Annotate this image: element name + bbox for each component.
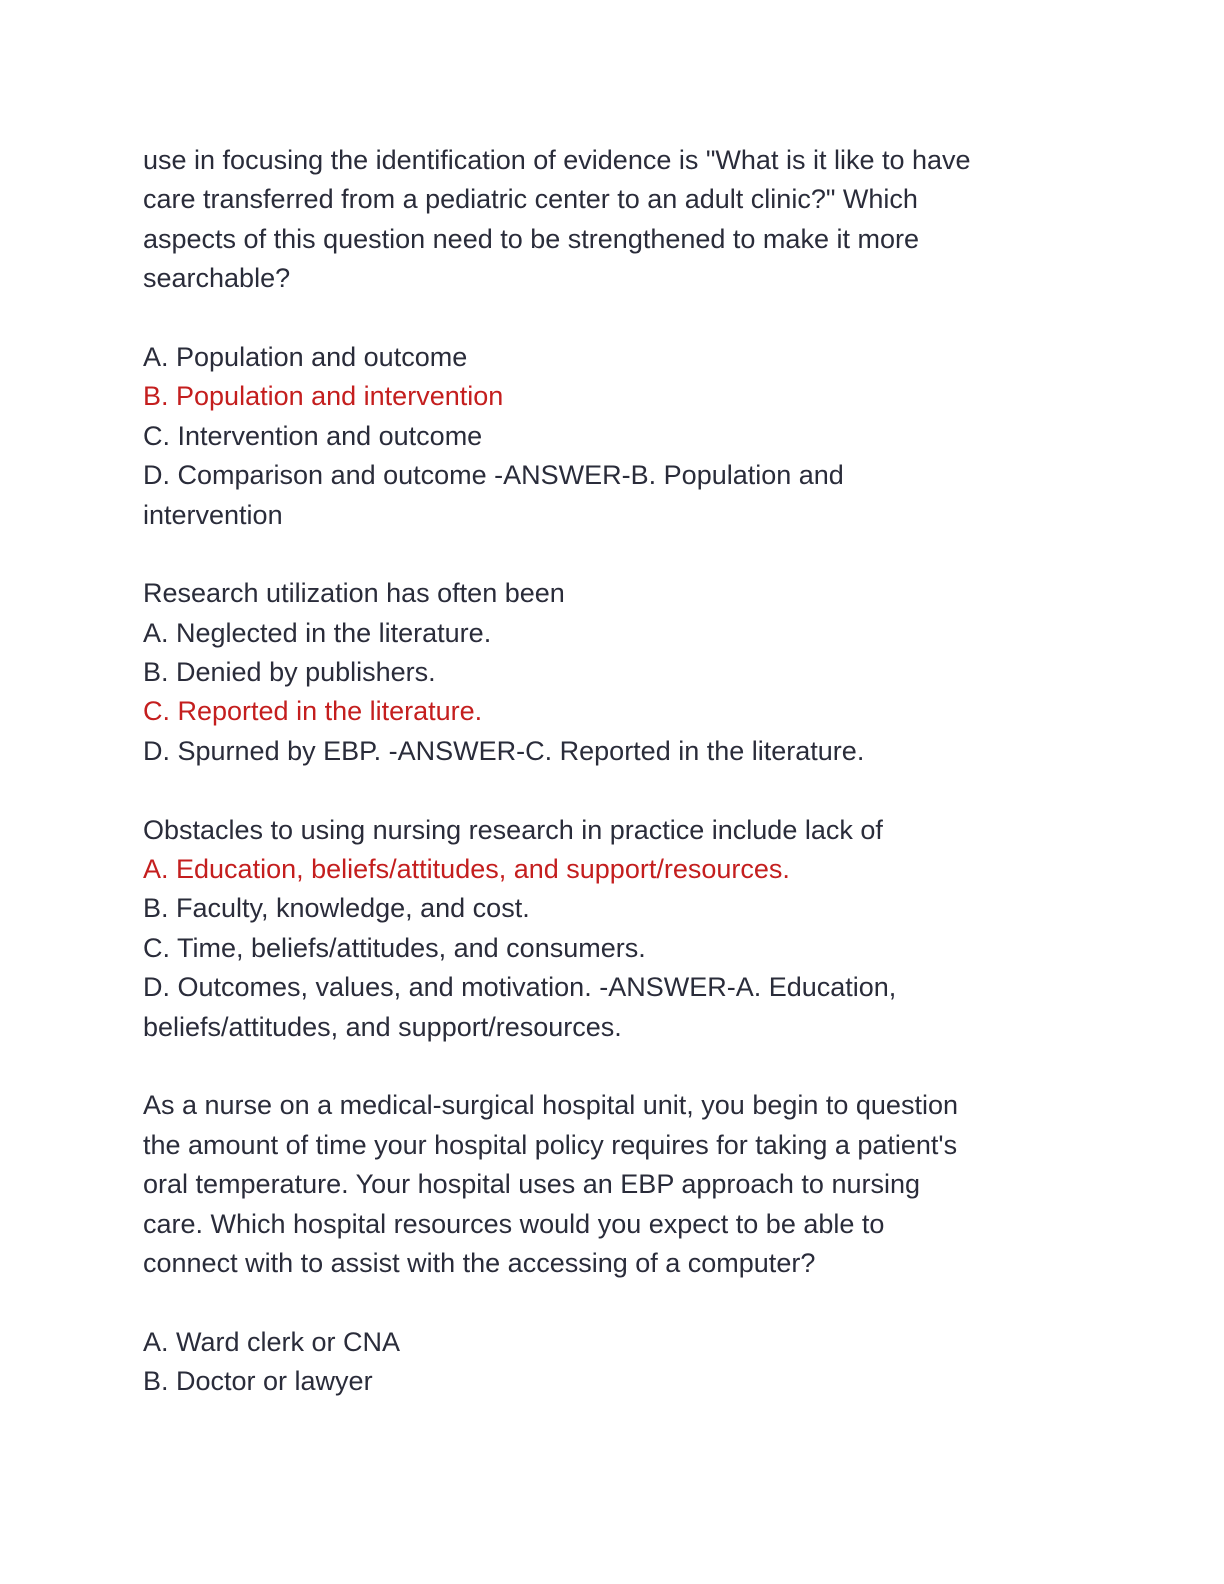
question-stem-line: care. Which hospital resources would you expect to be able to	[143, 1208, 885, 1239]
question-stem-line: care transferred from a pediatric center to an adult clinic?" Which	[143, 184, 918, 215]
spacer	[143, 535, 1103, 574]
question-block-2	[143, 574, 1103, 771]
question-stem-line: aspects of this question need to be strengthened to make it more	[143, 223, 919, 254]
spacer	[143, 1047, 1103, 1086]
spacer	[143, 1283, 1103, 1322]
option-c-correct: C. Reported in the literature.	[143, 696, 483, 727]
option-c: C. Intervention and outcome	[143, 420, 483, 451]
spacer	[143, 299, 1103, 338]
option-d-with-answer-continued: intervention	[143, 499, 283, 530]
option-d-with-answer: D. Spurned by EBP. -ANSWER-C. Reported in the literature.	[143, 735, 865, 766]
question-stem-line: use in focusing the identification of evidence is "What is it like to have	[143, 145, 971, 175]
document-page	[143, 141, 1103, 1402]
option-b-correct: B. Population and intervention	[143, 381, 504, 412]
option-c: C. Time, beliefs/attitudes, and consumers.	[143, 932, 646, 963]
option-a: A. Neglected in the literature.	[143, 617, 492, 648]
option-b: B. Faculty, knowledge, and cost.	[143, 893, 530, 924]
option-a-correct: A. Education, beliefs/attitudes, and support/resources.	[143, 854, 790, 885]
question-block-1	[143, 141, 1103, 535]
option-a: A. Ward clerk or CNA	[143, 1326, 401, 1357]
option-a: A. Population and outcome	[143, 341, 468, 372]
spacer	[143, 771, 1103, 810]
option-d-with-answer-continued: beliefs/attitudes, and support/resources.	[143, 1011, 622, 1042]
question-stem-line: As a nurse on a medical-surgical hospital unit, you begin to question	[143, 1090, 958, 1121]
question-stem-line: searchable?	[143, 263, 291, 294]
option-d-with-answer: D. Outcomes, values, and motivation. -ANSWER-A. Education,	[143, 972, 897, 1003]
option-d-with-answer: D. Comparison and outcome -ANSWER-B. Population and	[143, 460, 844, 491]
question-stem-line: the amount of time your hospital policy requires for taking a patient's	[143, 1129, 958, 1160]
option-b: B. Denied by publishers.	[143, 657, 436, 688]
question-block-3	[143, 811, 1103, 1047]
question-stem: Research utilization has often been	[143, 578, 565, 609]
question-block-4	[143, 1086, 1103, 1401]
question-stem: Obstacles to using nursing research in practice include lack of	[143, 814, 883, 845]
question-stem-line: oral temperature. Your hospital uses an EBP approach to nursing	[143, 1169, 921, 1200]
question-stem-line: connect with to assist with the accessing of a computer?	[143, 1247, 816, 1278]
option-b: B. Doctor or lawyer	[143, 1366, 373, 1397]
